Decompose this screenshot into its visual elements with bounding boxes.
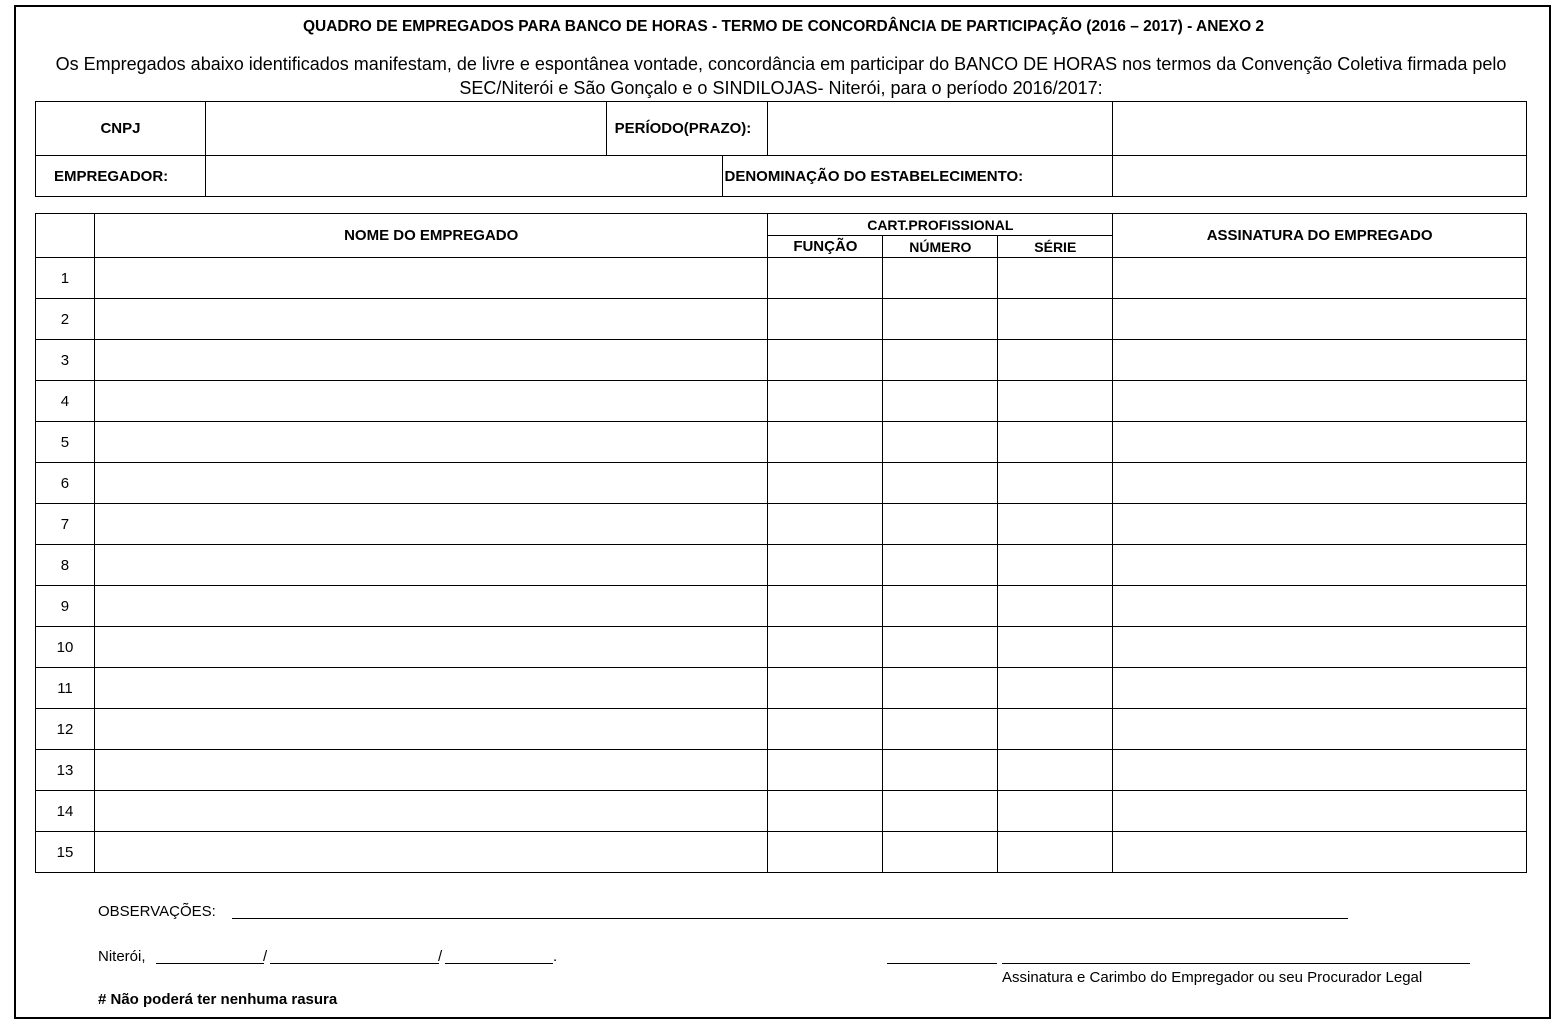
assinatura-cell[interactable] — [1113, 627, 1527, 668]
empregador-label: EMPREGADOR: — [36, 156, 206, 197]
row-number: 1 — [36, 258, 95, 299]
assinatura-cell[interactable] — [1113, 545, 1527, 586]
serie-cell[interactable] — [998, 545, 1113, 586]
table-row — [36, 299, 1527, 340]
numero-cell[interactable] — [883, 750, 998, 791]
funcao-cell[interactable] — [768, 545, 883, 586]
row-number: 7 — [36, 504, 95, 545]
numero-cell[interactable] — [883, 299, 998, 340]
table-row — [36, 668, 1527, 709]
assinatura-header: ASSINATURA DO EMPREGADO — [1113, 214, 1527, 258]
no-erasure-note: # Não poderá ter nenhuma rasura — [98, 991, 338, 1008]
numero-cell[interactable] — [883, 791, 998, 832]
nome-cell[interactable] — [94, 586, 767, 627]
serie-cell[interactable] — [998, 832, 1113, 873]
numero-cell[interactable] — [883, 627, 998, 668]
serie-cell[interactable] — [998, 258, 1113, 299]
numero-header: NÚMERO — [883, 236, 998, 258]
assinatura-cell[interactable] — [1113, 463, 1527, 504]
row-number: 9 — [36, 586, 95, 627]
row-number: 8 — [36, 545, 95, 586]
nome-cell[interactable] — [94, 668, 767, 709]
intro-text: Os Empregados abaixo identificados manifestam, de livre e espontânea vontade, concordância em participar do BANCO DE HORAS nos termos da Convenção Coletiva firmada pelo SEC/Niterói e São Gonçalo e o SINDILOJAS- Niterói, para o período 2016/2017: — [55, 54, 1507, 98]
employee-table — [35, 213, 1527, 873]
row-number: 11 — [36, 668, 95, 709]
funcao-cell[interactable] — [768, 340, 883, 381]
nome-cell[interactable] — [94, 750, 767, 791]
nome-cell[interactable] — [94, 627, 767, 668]
table-row — [36, 258, 1527, 299]
nome-cell[interactable] — [94, 545, 767, 586]
denominacao-field[interactable] — [1113, 156, 1527, 197]
numero-cell[interactable] — [883, 258, 998, 299]
serie-cell[interactable] — [998, 463, 1113, 504]
observacoes-label: OBSERVAÇÕES: — [98, 903, 216, 920]
periodo-field[interactable] — [768, 102, 1113, 155]
row-number: 15 — [36, 832, 95, 873]
serie-header: SÉRIE — [998, 236, 1113, 258]
serie-cell[interactable] — [998, 627, 1113, 668]
row-number: 14 — [36, 791, 95, 832]
date-day-line[interactable] — [156, 963, 264, 964]
numero-cell[interactable] — [883, 422, 998, 463]
signature-label: Assinatura e Carimbo do Empregador ou seu Procurador Legal — [1002, 969, 1423, 986]
numero-cell[interactable] — [883, 545, 998, 586]
serie-cell[interactable] — [998, 299, 1113, 340]
table-row — [36, 381, 1527, 422]
nome-cell[interactable] — [94, 258, 767, 299]
numero-cell[interactable] — [883, 381, 998, 422]
cnpj-label: CNPJ — [36, 102, 206, 156]
numero-cell[interactable] — [883, 832, 998, 873]
assinatura-cell[interactable] — [1113, 258, 1527, 299]
serie-cell[interactable] — [998, 340, 1113, 381]
signature-line[interactable] — [1002, 963, 1470, 964]
assinatura-cell[interactable] — [1113, 750, 1527, 791]
table-row — [36, 627, 1527, 668]
periodo-label: PERÍODO(PRAZO): — [607, 102, 768, 155]
assinatura-cell[interactable] — [1113, 299, 1527, 340]
index-header — [36, 214, 95, 258]
date-slash-2: / — [438, 948, 443, 965]
row-number: 3 — [36, 340, 95, 381]
serie-cell[interactable] — [998, 422, 1113, 463]
assinatura-cell[interactable] — [1113, 381, 1527, 422]
serie-cell[interactable] — [998, 381, 1113, 422]
numero-cell[interactable] — [883, 709, 998, 750]
funcao-header: FUNÇÃO — [768, 236, 883, 258]
denominacao-label: DENOMINAÇÃO DO ESTABELECIMENTO: — [722, 156, 1113, 197]
cnpj-field[interactable] — [205, 102, 606, 156]
nome-cell[interactable] — [94, 504, 767, 545]
nome-cell[interactable] — [94, 463, 767, 504]
funcao-cell[interactable] — [768, 258, 883, 299]
assinatura-cell[interactable] — [1113, 422, 1527, 463]
funcao-cell[interactable] — [768, 668, 883, 709]
numero-cell[interactable] — [883, 463, 998, 504]
funcao-cell[interactable] — [768, 422, 883, 463]
funcao-cell[interactable] — [768, 627, 883, 668]
nome-cell[interactable] — [94, 791, 767, 832]
funcao-cell[interactable] — [768, 832, 883, 873]
periodo-inner — [607, 102, 1113, 155]
nome-cell[interactable] — [94, 422, 767, 463]
table-row — [36, 709, 1527, 750]
numero-cell[interactable] — [883, 340, 998, 381]
funcao-cell[interactable] — [768, 381, 883, 422]
date-month-line[interactable] — [270, 963, 439, 964]
periodo-field-ext[interactable] — [1113, 102, 1527, 156]
serie-cell[interactable] — [998, 504, 1113, 545]
nome-header: NOME DO EMPREGADO — [94, 214, 767, 258]
funcao-cell[interactable] — [768, 791, 883, 832]
serie-cell[interactable] — [998, 668, 1113, 709]
date-year-line[interactable] — [445, 963, 553, 964]
funcao-cell[interactable] — [768, 586, 883, 627]
cart-header: CART.PROFISSIONAL — [768, 214, 1113, 236]
assinatura-cell[interactable] — [1113, 832, 1527, 873]
funcao-cell[interactable] — [768, 750, 883, 791]
table-row — [36, 586, 1527, 627]
date-period: . — [553, 948, 558, 965]
numero-cell[interactable] — [883, 668, 998, 709]
row-number: 6 — [36, 463, 95, 504]
numero-cell[interactable] — [883, 586, 998, 627]
empregador-field[interactable] — [205, 156, 722, 197]
serie-cell[interactable] — [998, 750, 1113, 791]
row-number: 2 — [36, 299, 95, 340]
row-number: 4 — [36, 381, 95, 422]
assinatura-cell[interactable] — [1113, 586, 1527, 627]
assinatura-cell[interactable] — [1113, 668, 1527, 709]
periodo-cell — [606, 102, 1113, 156]
row-number: 12 — [36, 709, 95, 750]
table-row — [36, 750, 1527, 791]
serie-cell[interactable] — [998, 791, 1113, 832]
nome-cell[interactable] — [94, 340, 767, 381]
table-row — [36, 422, 1527, 463]
place-label: Niterói, — [98, 948, 146, 965]
signature-line-short[interactable] — [887, 963, 997, 964]
serie-cell[interactable] — [998, 586, 1113, 627]
funcao-cell[interactable] — [768, 709, 883, 750]
nome-cell[interactable] — [94, 381, 767, 422]
nome-cell[interactable] — [94, 709, 767, 750]
numero-cell[interactable] — [883, 504, 998, 545]
assinatura-cell[interactable] — [1113, 791, 1527, 832]
assinatura-cell[interactable] — [1113, 504, 1527, 545]
funcao-cell[interactable] — [768, 463, 883, 504]
table-row — [36, 832, 1527, 873]
funcao-cell[interactable] — [768, 299, 883, 340]
observacoes-line[interactable] — [232, 918, 1348, 919]
table-row — [36, 504, 1527, 545]
row-number: 5 — [36, 422, 95, 463]
table-row — [36, 463, 1527, 504]
table-row — [36, 791, 1527, 832]
row-number: 13 — [36, 750, 95, 791]
header-table — [35, 101, 1527, 197]
funcao-cell[interactable] — [768, 504, 883, 545]
date-slash-1: / — [263, 948, 268, 965]
assinatura-cell[interactable] — [1113, 709, 1527, 750]
form-title: QUADRO DE EMPREGADOS PARA BANCO DE HORAS - TERMO DE CONCORDÂNCIA DE PARTICIPAÇÃO (2016 – 2017) - ANEXO 2 — [302, 18, 1265, 35]
nome-cell[interactable] — [94, 832, 767, 873]
table-row — [36, 545, 1527, 586]
serie-cell[interactable] — [998, 709, 1113, 750]
row-number: 10 — [36, 627, 95, 668]
nome-cell[interactable] — [94, 299, 767, 340]
assinatura-cell[interactable] — [1113, 340, 1527, 381]
table-row — [36, 340, 1527, 381]
